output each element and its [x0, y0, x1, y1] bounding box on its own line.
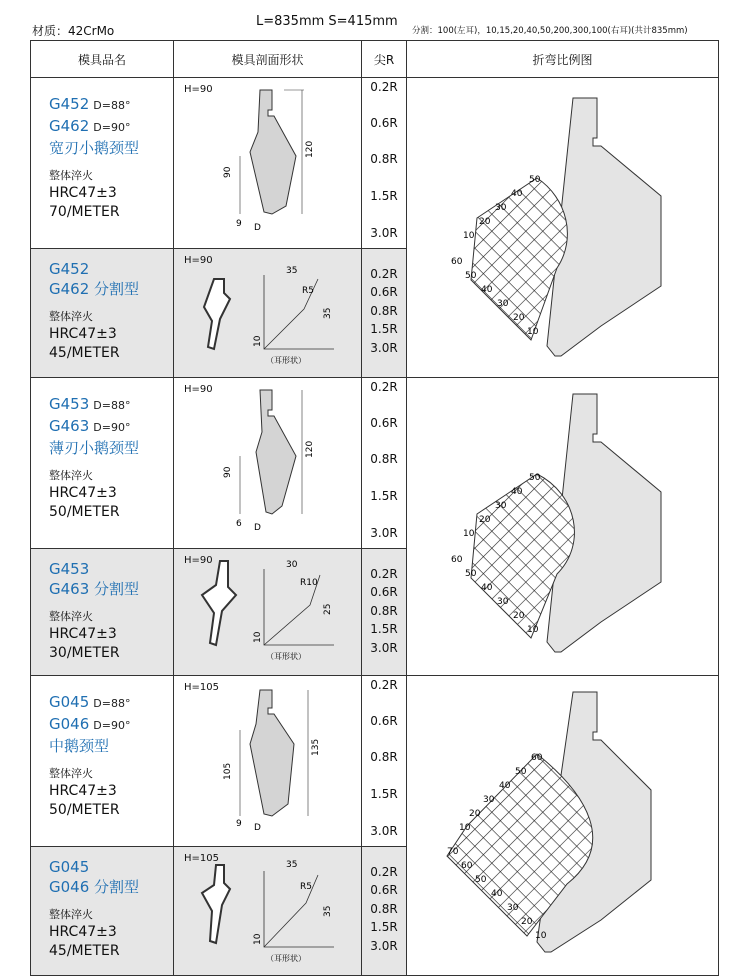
- tool-spec-table: [30, 40, 719, 976]
- treatment: 整体淬火: [49, 610, 93, 623]
- profile-cell: [174, 249, 362, 378]
- radius-item: 0.8R: [370, 152, 398, 166]
- page-header: [0, 0, 750, 40]
- radius-item: 0.2R: [370, 380, 398, 394]
- scale-label: 30: [497, 597, 509, 607]
- radius-item: 1.5R: [370, 322, 398, 336]
- header-tip-radius: 尖R: [362, 41, 407, 78]
- radius-item: 3.0R: [370, 824, 398, 838]
- bend-diagram: [407, 676, 719, 962]
- height-label: H=105: [184, 853, 219, 864]
- radius-item: 1.5R: [370, 920, 398, 934]
- weight: 30/METER: [49, 645, 120, 661]
- profile-drawing: [174, 378, 362, 544]
- profile-cell: [174, 78, 362, 249]
- radius-item: 1.5R: [370, 787, 398, 801]
- dim-c: 10: [253, 631, 263, 643]
- code-2: G462 分割型: [49, 280, 140, 298]
- scale-label: 60: [451, 555, 463, 565]
- radius-item: 1.5R: [370, 489, 398, 503]
- tool-type: 薄刃小鹅颈型: [49, 439, 140, 457]
- scale-label: 50: [515, 767, 527, 777]
- scale-label: 40: [491, 889, 503, 899]
- scale-label: 40: [481, 583, 493, 593]
- radius-item: 0.6R: [370, 285, 398, 299]
- segments-label: 分割：100(左耳)，10,15,20,40,50,200,300,100(右耳)(共计835mm): [412, 26, 688, 36]
- weight: 70/METER: [49, 204, 120, 220]
- treatment: 整体淬火: [49, 908, 93, 921]
- profile-cell: [174, 676, 362, 847]
- profile-drawing: [174, 549, 362, 671]
- scale-label: 70: [447, 847, 459, 857]
- radius-cell: [362, 676, 407, 847]
- height-label: H=90: [184, 84, 213, 95]
- code-2: G463: [49, 417, 90, 435]
- tool-type: 中鹅颈型: [49, 737, 110, 755]
- code-1: G045: [49, 693, 90, 711]
- scale-label: 10: [527, 625, 539, 635]
- scale-label: 50: [529, 473, 541, 483]
- code-1: G453: [49, 560, 90, 578]
- radius-item: 3.0R: [370, 341, 398, 355]
- angle-1: D=88°: [93, 399, 131, 412]
- dim-angle: 9: [236, 219, 242, 229]
- dim-angle: 9: [236, 819, 242, 829]
- hardness: HRC47±3: [49, 485, 117, 501]
- weight: 45/METER: [49, 943, 120, 959]
- dim-a: 105: [223, 762, 233, 780]
- bend-diagram: [407, 378, 719, 666]
- radius-cell: [362, 549, 407, 676]
- scale-label: 30: [495, 501, 507, 511]
- scale-label: 20: [469, 809, 481, 819]
- treatment: 整体淬火: [49, 310, 93, 323]
- treatment: 整体淬火: [49, 469, 93, 482]
- radius-item: 0.2R: [370, 267, 398, 281]
- scale-label: 60: [461, 861, 473, 871]
- scale-label: 10: [535, 931, 547, 941]
- ear-shape-label: （耳形状）: [266, 356, 306, 365]
- code-2: G046: [49, 715, 90, 733]
- ear-shape-label: （耳形状）: [266, 652, 306, 661]
- dim-r: R5: [302, 286, 314, 296]
- code-1: G045: [49, 858, 90, 876]
- dim-b: 35: [323, 307, 333, 319]
- radius-item: 3.0R: [370, 641, 398, 655]
- code-1: G452: [49, 95, 90, 113]
- radius-item: 0.8R: [370, 304, 398, 318]
- scale-label: 50: [529, 175, 541, 185]
- profile-drawing: [174, 78, 362, 244]
- scale-label: 40: [511, 487, 523, 497]
- radius-cell: [362, 78, 407, 249]
- radius-item: 0.6R: [370, 116, 398, 130]
- header-bend-diagram: 折弯比例图: [407, 41, 719, 78]
- header-name: 模具品名: [31, 41, 174, 78]
- scale-label: 20: [513, 611, 525, 621]
- bend-diagram-cell: [407, 78, 719, 378]
- dim-d: D: [254, 223, 261, 233]
- dim-r: R10: [300, 578, 318, 588]
- dim-b: 135: [311, 738, 321, 756]
- dim-c: 10: [253, 335, 263, 347]
- dim-b: 25: [323, 603, 333, 615]
- profile-drawing: [174, 847, 362, 971]
- scale-label: 20: [479, 217, 491, 227]
- height-label: H=105: [184, 682, 219, 693]
- dim-a: 90: [223, 166, 233, 178]
- weight: 50/METER: [49, 504, 120, 520]
- profile-drawing: [174, 249, 362, 373]
- height-label: H=90: [184, 555, 213, 566]
- dim-angle: 6: [236, 519, 242, 529]
- table-header-row: [31, 41, 719, 78]
- dim-b: 35: [323, 905, 333, 917]
- dim-r: R5: [300, 882, 312, 892]
- angle-2: D=90°: [93, 121, 131, 134]
- name-cell: [31, 249, 174, 378]
- scale-label: 10: [527, 327, 539, 337]
- profile-drawing: [174, 676, 362, 842]
- radius-item: 0.6R: [370, 585, 398, 599]
- dim-a: 30: [286, 560, 298, 570]
- weight: 45/METER: [49, 345, 120, 361]
- radius-item: 0.8R: [370, 902, 398, 916]
- hardness: HRC47±3: [49, 326, 117, 342]
- scale-label: 40: [499, 781, 511, 791]
- dim-d: D: [254, 523, 261, 533]
- radius-item: 0.2R: [370, 865, 398, 879]
- dim-c: 10: [253, 933, 263, 945]
- bend-diagram: [407, 78, 719, 368]
- name-cell: [31, 549, 174, 676]
- radius-cell: [362, 378, 407, 549]
- scale-label: 20: [479, 515, 491, 525]
- scale-label: 10: [459, 823, 471, 833]
- radius-item: 0.6R: [370, 883, 398, 897]
- radius-item: 0.8R: [370, 604, 398, 618]
- height-label: H=90: [184, 255, 213, 266]
- radius-item: 0.2R: [370, 80, 398, 94]
- dim-a: 35: [286, 266, 298, 276]
- scale-label: 30: [497, 299, 509, 309]
- code-2: G046 分割型: [49, 878, 140, 896]
- height-label: H=90: [184, 384, 213, 395]
- scale-label: 30: [507, 903, 519, 913]
- code-1: G452: [49, 260, 90, 278]
- code-2: G462: [49, 117, 90, 135]
- scale-label: 20: [521, 917, 533, 927]
- radius-item: 3.0R: [370, 226, 398, 240]
- profile-cell: [174, 847, 362, 976]
- code-2: G463 分割型: [49, 580, 140, 598]
- bend-diagram-cell: [407, 676, 719, 976]
- radius-item: 0.2R: [370, 678, 398, 692]
- length-label: L=835mm S=415mm: [256, 14, 398, 29]
- profile-cell: [174, 378, 362, 549]
- hardness: HRC47±3: [49, 783, 117, 799]
- radius-item: 1.5R: [370, 622, 398, 636]
- scale-label: 30: [495, 203, 507, 213]
- dim-a: 90: [223, 466, 233, 478]
- table-row: [31, 78, 719, 249]
- material-label: 材质：42CrMo: [32, 24, 115, 38]
- radius-cell: [362, 249, 407, 378]
- radius-item: 3.0R: [370, 526, 398, 540]
- treatment: 整体淬火: [49, 767, 93, 780]
- radius-item: 1.5R: [370, 189, 398, 203]
- dim-b: 120: [305, 140, 315, 158]
- scale-label: 60: [451, 257, 463, 267]
- hardness: HRC47±3: [49, 185, 117, 201]
- dim-d: D: [254, 823, 261, 833]
- scale-label: 50: [475, 875, 487, 885]
- radius-item: 0.2R: [370, 567, 398, 581]
- scale-label: 10: [463, 231, 475, 241]
- bend-diagram-cell: [407, 378, 719, 676]
- radius-item: 0.8R: [370, 750, 398, 764]
- profile-cell: [174, 549, 362, 676]
- table-row: [31, 378, 719, 549]
- scale-label: 60: [531, 753, 543, 763]
- tool-type: 宽刃小鹅颈型: [49, 139, 140, 157]
- angle-2: D=90°: [93, 719, 131, 732]
- dim-b: 120: [305, 440, 315, 458]
- scale-label: 10: [463, 529, 475, 539]
- scale-label: 30: [483, 795, 495, 805]
- angle-2: D=90°: [93, 421, 131, 434]
- scale-label: 40: [481, 285, 493, 295]
- scale-label: 50: [465, 569, 477, 579]
- scale-label: 20: [513, 313, 525, 323]
- name-cell: [31, 78, 174, 249]
- code-1: G453: [49, 395, 90, 413]
- name-cell: [31, 378, 174, 549]
- header-profile: 模具剖面形状: [174, 41, 362, 78]
- scale-label: 50: [465, 271, 477, 281]
- scale-label: 40: [511, 189, 523, 199]
- radius-item: 0.6R: [370, 714, 398, 728]
- treatment: 整体淬火: [49, 169, 93, 182]
- table-row: [31, 676, 719, 847]
- radius-cell: [362, 847, 407, 976]
- hardness: HRC47±3: [49, 924, 117, 940]
- angle-1: D=88°: [93, 99, 131, 112]
- radius-item: 0.8R: [370, 452, 398, 466]
- name-cell: [31, 676, 174, 847]
- weight: 50/METER: [49, 802, 120, 818]
- ear-shape-label: （耳形状）: [266, 954, 306, 963]
- hardness: HRC47±3: [49, 626, 117, 642]
- radius-item: 3.0R: [370, 939, 398, 953]
- angle-1: D=88°: [93, 697, 131, 710]
- dim-a: 35: [286, 860, 298, 870]
- name-cell: [31, 847, 174, 976]
- radius-item: 0.6R: [370, 416, 398, 430]
